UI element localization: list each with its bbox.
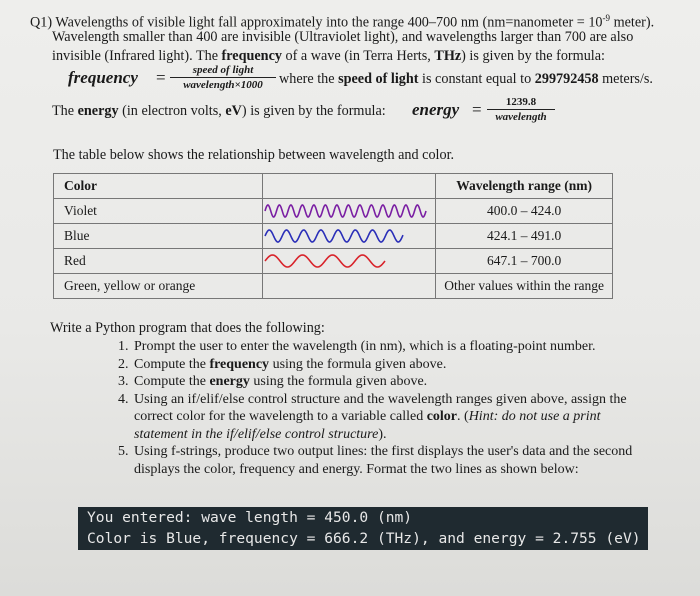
table-row <box>54 249 613 274</box>
frequency-formula-fraction <box>170 64 276 92</box>
task-item-2: 2. Compute the frequency using the formula given above. <box>132 356 692 374</box>
color-cell: Blue <box>54 224 263 249</box>
frequency-formula-numerator: speed of light <box>170 64 276 78</box>
table-row <box>54 199 613 224</box>
wave-cell <box>263 199 436 224</box>
task-item-3: 3. Compute the energy using the formula given above. <box>132 373 692 391</box>
header-wavelength-range: Wavelength range (nm) <box>436 174 613 199</box>
blue-wave-icon <box>263 224 435 248</box>
range-cell: 400.0 – 424.0 <box>436 199 613 224</box>
question-intro-line-1: Q1) Wavelengths of visible light fall approximately into the range 400–700 nm (nm=nanometer = $10^{-9}$ meter). <box>30 13 655 31</box>
console-line-1: You entered: wave length = 450.0 (nm) <box>87 509 413 526</box>
task-item-5: 5. Using f-strings, produce two output lines: the first displays the user's data and the second displays the color, frequency and energy. Format the two lines as shown below: <box>132 443 692 478</box>
wavelength-color-table <box>53 173 613 299</box>
range-cell: 647.1 – 700.0 <box>436 249 613 274</box>
table-row <box>54 274 613 299</box>
frequency-formula-lhs: frequency <box>68 68 138 87</box>
header-spacer <box>263 174 436 199</box>
color-cell: Red <box>54 249 263 274</box>
frequency-formula-tail: where the speed of light is constant equal to 299792458 meters/s. <box>279 71 653 87</box>
sample-output-console <box>78 507 648 550</box>
color-cell: Green, yellow or orange <box>54 274 263 299</box>
energy-formula-denominator: wavelength <box>495 111 547 123</box>
wave-cell <box>263 274 436 299</box>
color-cell: Violet <box>54 199 263 224</box>
header-color: Color <box>54 174 263 199</box>
table-header-row <box>54 174 613 199</box>
wave-cell <box>263 224 436 249</box>
task-item-1: 1. Prompt the user to enter the wavelength (in nm), which is a floating-point number. <box>132 338 692 356</box>
range-cell: 424.1 – 491.0 <box>436 224 613 249</box>
wave-cell <box>263 249 436 274</box>
energy-formula-numerator: 1239.8 <box>487 96 555 110</box>
task-list <box>104 338 692 478</box>
task-item-4: 4. Using an if/elif/else control structure and the wavelength ranges given above, assign the correct color for the wavelength to a variable called color. (Hint: do not use a print statement in the if/elif/else control structure). <box>132 391 692 444</box>
table-caption: The table below shows the relationship between wavelength and color. <box>53 147 455 163</box>
violet-wave-icon <box>263 199 435 223</box>
frequency-formula-eq: = <box>156 68 166 87</box>
task-intro: Write a Python program that does the following: <box>50 320 325 336</box>
table-row <box>54 224 613 249</box>
energy-formula-text: The energy (in electron volts, eV) is given by the formula: <box>52 103 386 119</box>
red-wave-icon <box>263 249 435 273</box>
energy-formula-eq: = <box>472 100 482 119</box>
energy-formula-fraction <box>487 96 555 124</box>
console-line-2: Color is Blue, frequency = 666.2 (THz), and energy = 2.755 (eV) <box>87 530 641 547</box>
energy-formula-lhs: energy <box>412 100 460 119</box>
question-intro-line-3: invisible (Infrared light). The frequency of a wave (in Terra Herts, THz) is given by the formula: <box>52 48 605 64</box>
frequency-formula-denominator: wavelength×1000 <box>183 79 263 91</box>
range-cell: Other values within the range <box>436 274 613 299</box>
question-intro-line-2: Wavelength smaller than 400 are invisible (Ultraviolet light), and wavelengths larger than 700 are also <box>52 29 634 45</box>
